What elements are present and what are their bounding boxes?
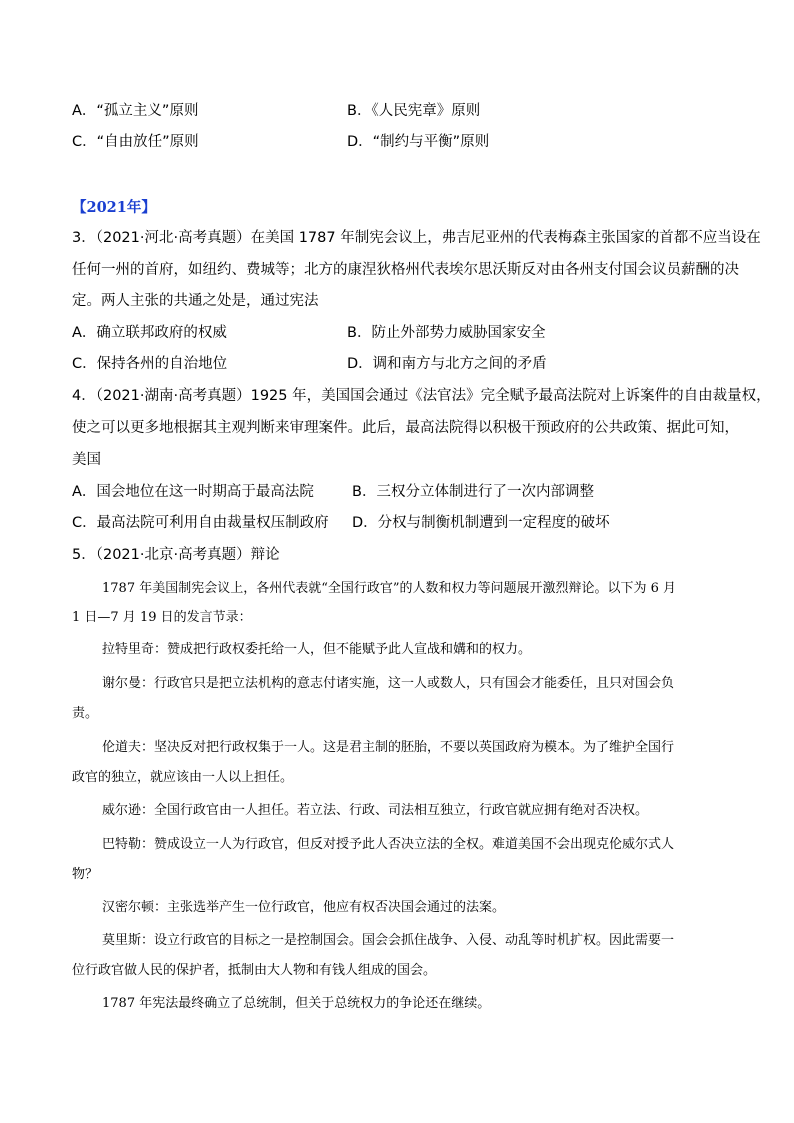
q5-material-conclusion: 1787 年宪法最终确立了总统制，但关于总统权力的争论还在继续。 <box>102 996 491 1011</box>
prev-option-a: A．“孤立主义”原则 <box>72 103 199 119</box>
q3-option-a: A．确立联邦政府的权威 <box>72 325 227 341</box>
q5-material-butler-2: 物？ <box>72 867 99 882</box>
q3-option-b: B．防止外部势力威胁国家安全 <box>347 325 546 341</box>
q5-material-hamilton: 汉密尔顿：主张选举产生一位行政官，他应有权否决国会通过的法案。 <box>102 900 506 915</box>
q5-material-butler-1: 巴特勒：赞成设立一人为行政官，但反对授予此人否决立法的全权。难道美国不会出现克伦威尔式人 <box>102 837 675 852</box>
q3-stem-line-2: 任何一州的首府，如纽约、费城等；北方的康涅狄格州代表埃尔思沃斯反对由各州支付国会议员薪酬的决 <box>72 262 739 278</box>
q4-stem-line-2: 使之可以更多地根据其主观判断来审理案件。此后，最高法院得以积极干预政府的公共政策、据此可知， <box>72 420 739 436</box>
q4-stem-line-3: 美国 <box>72 452 101 468</box>
prev-option-c: C．“自由放任”原则 <box>72 134 199 150</box>
q5-material-line-1: 1787 年美国制宪会议上，各州代表就“全国行政官”的人数和权力等问题展开激烈辩论。以下为 6 月 <box>102 581 677 596</box>
q3-option-d: D．调和南方与北方之间的矛盾 <box>347 356 547 372</box>
q5-material-sherman-2: 责。 <box>72 706 99 721</box>
q5-material-morris-1: 莫里斯：设立行政官的目标之一是控制国会。国会会抓住战争、入侵、动乱等时机扩权。因此需要一 <box>102 933 675 948</box>
prev-option-d: D．“制约与平衡”原则 <box>347 134 490 150</box>
q5-material-wilson: 威尔逊：全国行政官由一人担任。若立法、行政、司法相互独立，行政官就应拥有绝对否决权。 <box>102 803 649 818</box>
section-year-heading: 【2021年】 <box>72 199 156 216</box>
q5-material-randolph-1: 伦道夫：坚决反对把行政权集于一人。这是君主制的胚胎，不要以英国政府为模本。为了维护全国行 <box>102 740 675 755</box>
q5-material-line-2: 1 日—7 月 19 日的发言节录： <box>72 610 252 625</box>
q4-option-a: A．国会地位在这一时期高于最高法院 <box>72 484 314 500</box>
q3-stem-line-3: 定。两人主张的共通之处是，通过宪法 <box>72 293 319 309</box>
q3-stem-line-1: 3．（2021·河北·高考真题）在美国 1787 年制宪会议上，弗吉尼亚州的代表梅森主张国家的首都不应当设在 <box>72 230 761 246</box>
q4-stem-line-1: 4．（2021·湖南·高考真题）1925 年，美国国会通过《法官法》完全赋予最高法院对上诉案件的自由裁量权， <box>72 388 771 404</box>
prev-option-b: B．《人民宪章》原则 <box>347 103 481 119</box>
q5-material-morris-2: 位行政官做人民的保护者，抵制由大人物和有钱人组成的国会。 <box>72 963 437 978</box>
q5-material-sherman-1: 谢尔曼：行政官只是把立法机构的意志付诸实施，这一人或数人，只有国会才能委任，且只对国会负 <box>102 676 675 691</box>
q5-stem-line-1: 5．（2021·北京·高考真题）辩论 <box>72 547 280 563</box>
q5-material-rutledge: 拉特里奇：赞成把行政权委托给一人，但不能赋予此人宣战和媾和的权力。 <box>102 642 532 657</box>
q4-option-b: B．三权分立体制进行了一次内部调整 <box>352 484 594 500</box>
q4-option-d: D．分权与制衡机制遭到一定程度的破坏 <box>352 515 610 531</box>
q3-option-c: C．保持各州的自治地位 <box>72 356 228 372</box>
q5-material-randolph-2: 政官的独立，就应该由一人以上担任。 <box>72 770 294 785</box>
q4-option-c: C．最高法院可利用自由裁量权压制政府 <box>72 515 329 531</box>
